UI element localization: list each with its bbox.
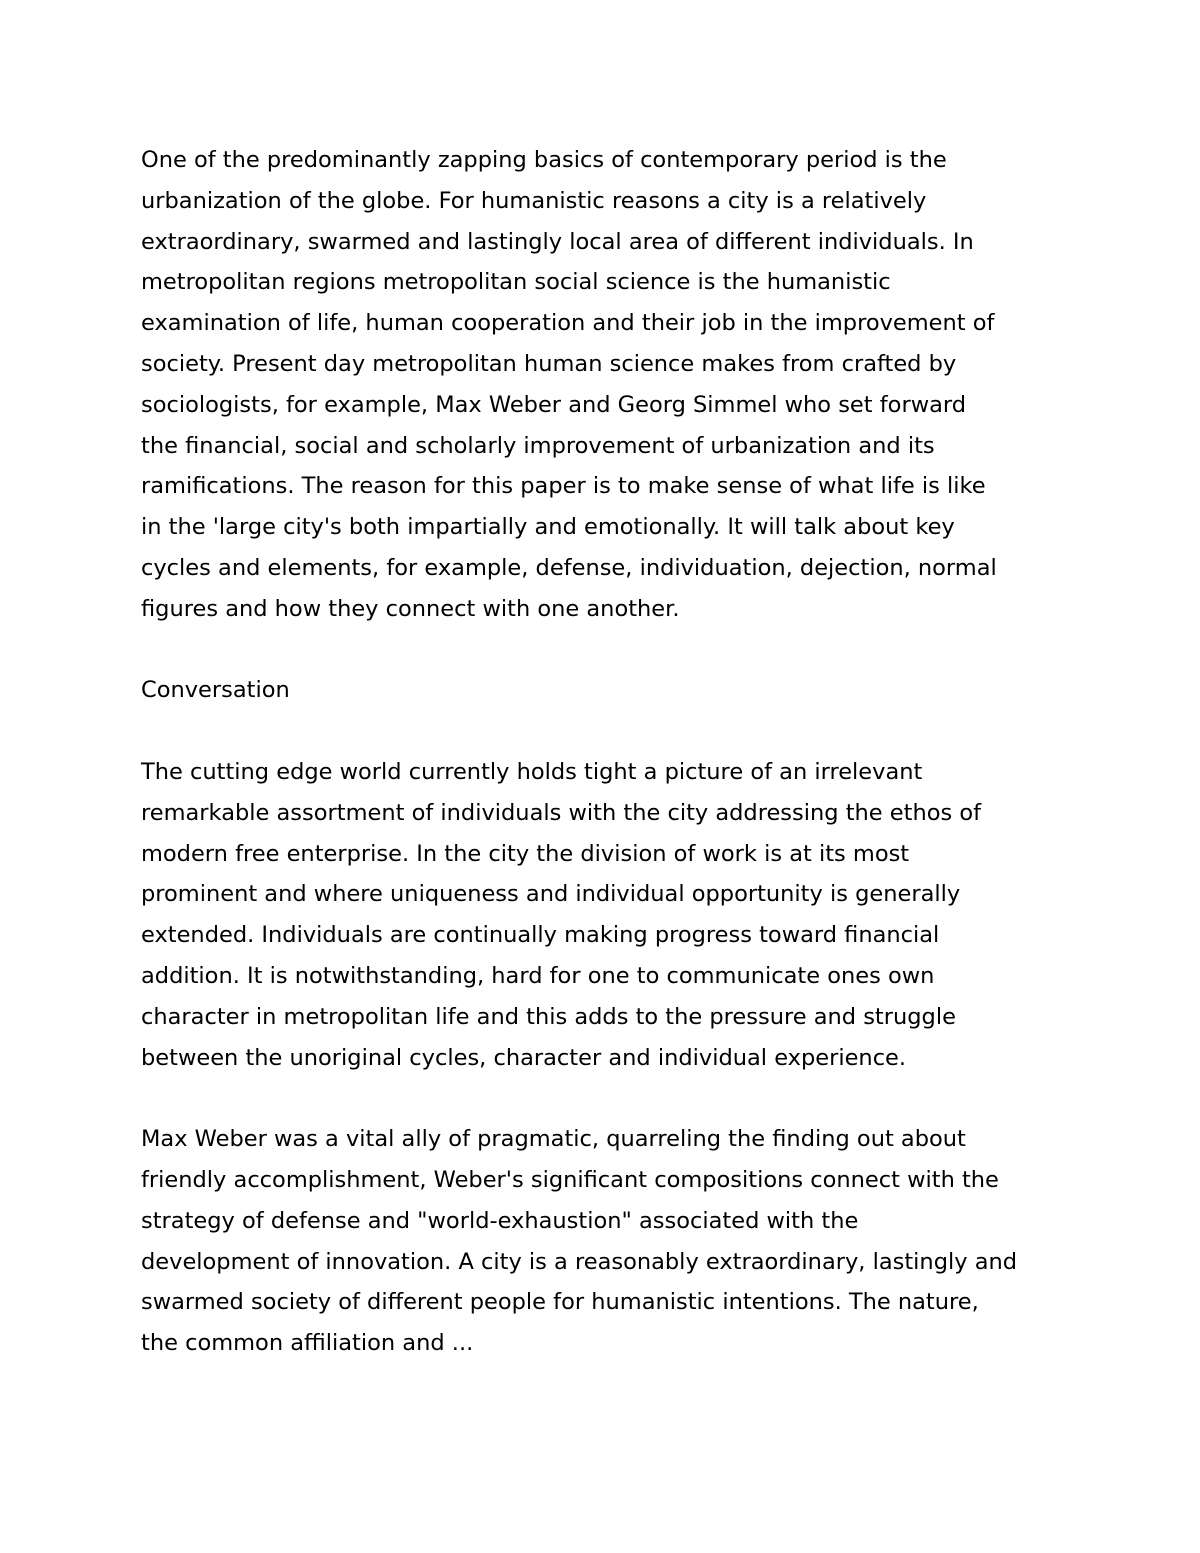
body-paragraph-2	[141, 1119, 1071, 1364]
document-body	[141, 140, 1071, 1364]
text-line: character in metropolitan life and this adds to the pressure and struggle	[141, 1003, 956, 1030]
intro-paragraph	[141, 140, 1071, 630]
text-line: figures and how they connect with one another.	[141, 595, 680, 622]
text-line: urbanization of the globe. For humanistic reasons a city is a relatively	[141, 187, 927, 214]
text-line: modern free enterprise. In the city the division of work is at its most	[141, 840, 910, 867]
body-paragraph-1	[141, 752, 1071, 1078]
paragraph-gap	[141, 630, 1071, 671]
text-line: The cutting edge world currently holds tight a picture of an irrelevant	[141, 758, 923, 785]
text-line: examination of life, human cooperation and their job in the improvement of	[141, 310, 995, 337]
text-line: society. Present day metropolitan human science makes from crafted by	[141, 350, 957, 377]
text-line: in the 'large city's both impartially and emotionally. It will talk about key	[141, 514, 955, 541]
text-line: addition. It is notwithstanding, hard for one to communicate ones own	[141, 962, 935, 989]
text-line: prominent and where uniqueness and individual opportunity is generally	[141, 881, 961, 908]
text-line: remarkable assortment of individuals with the city addressing the ethos of	[141, 799, 982, 826]
text-line: metropolitan regions metropolitan social science is the humanistic	[141, 269, 891, 296]
text-line: the common affiliation and ...	[141, 1330, 474, 1357]
text-line: swarmed society of different people for humanistic intentions. The nature,	[141, 1289, 979, 1316]
text-line: friendly accomplishment, Weber's significant compositions connect with the	[141, 1166, 999, 1193]
text-line: development of innovation. A city is a reasonably extraordinary, lastingly and	[141, 1248, 1018, 1275]
text-line: between the unoriginal cycles, character and individual experience.	[141, 1044, 907, 1071]
text-line: ramifications. The reason for this paper is to make sense of what life is like	[141, 473, 986, 500]
text-line: sociologists, for example, Max Weber and Georg Simmel who set forward	[141, 391, 967, 418]
text-line: extended. Individuals are continually making progress toward financial	[141, 922, 940, 949]
heading-text: Conversation	[141, 677, 290, 704]
text-line: strategy of defense and "world-exhaustion" associated with the	[141, 1207, 859, 1234]
text-line: extraordinary, swarmed and lastingly local area of different individuals. In	[141, 228, 974, 255]
paragraph-gap	[141, 1078, 1071, 1119]
text-line: cycles and elements, for example, defense, individuation, dejection, normal	[141, 554, 997, 581]
section-heading	[141, 670, 1071, 711]
text-line: One of the predominantly zapping basics of contemporary period is the	[141, 147, 947, 173]
paragraph-gap	[141, 711, 1071, 752]
text-line: the financial, social and scholarly improvement of urbanization and its	[141, 432, 935, 459]
text-line: Max Weber was a vital ally of pragmatic, quarreling the finding out about	[141, 1126, 966, 1153]
